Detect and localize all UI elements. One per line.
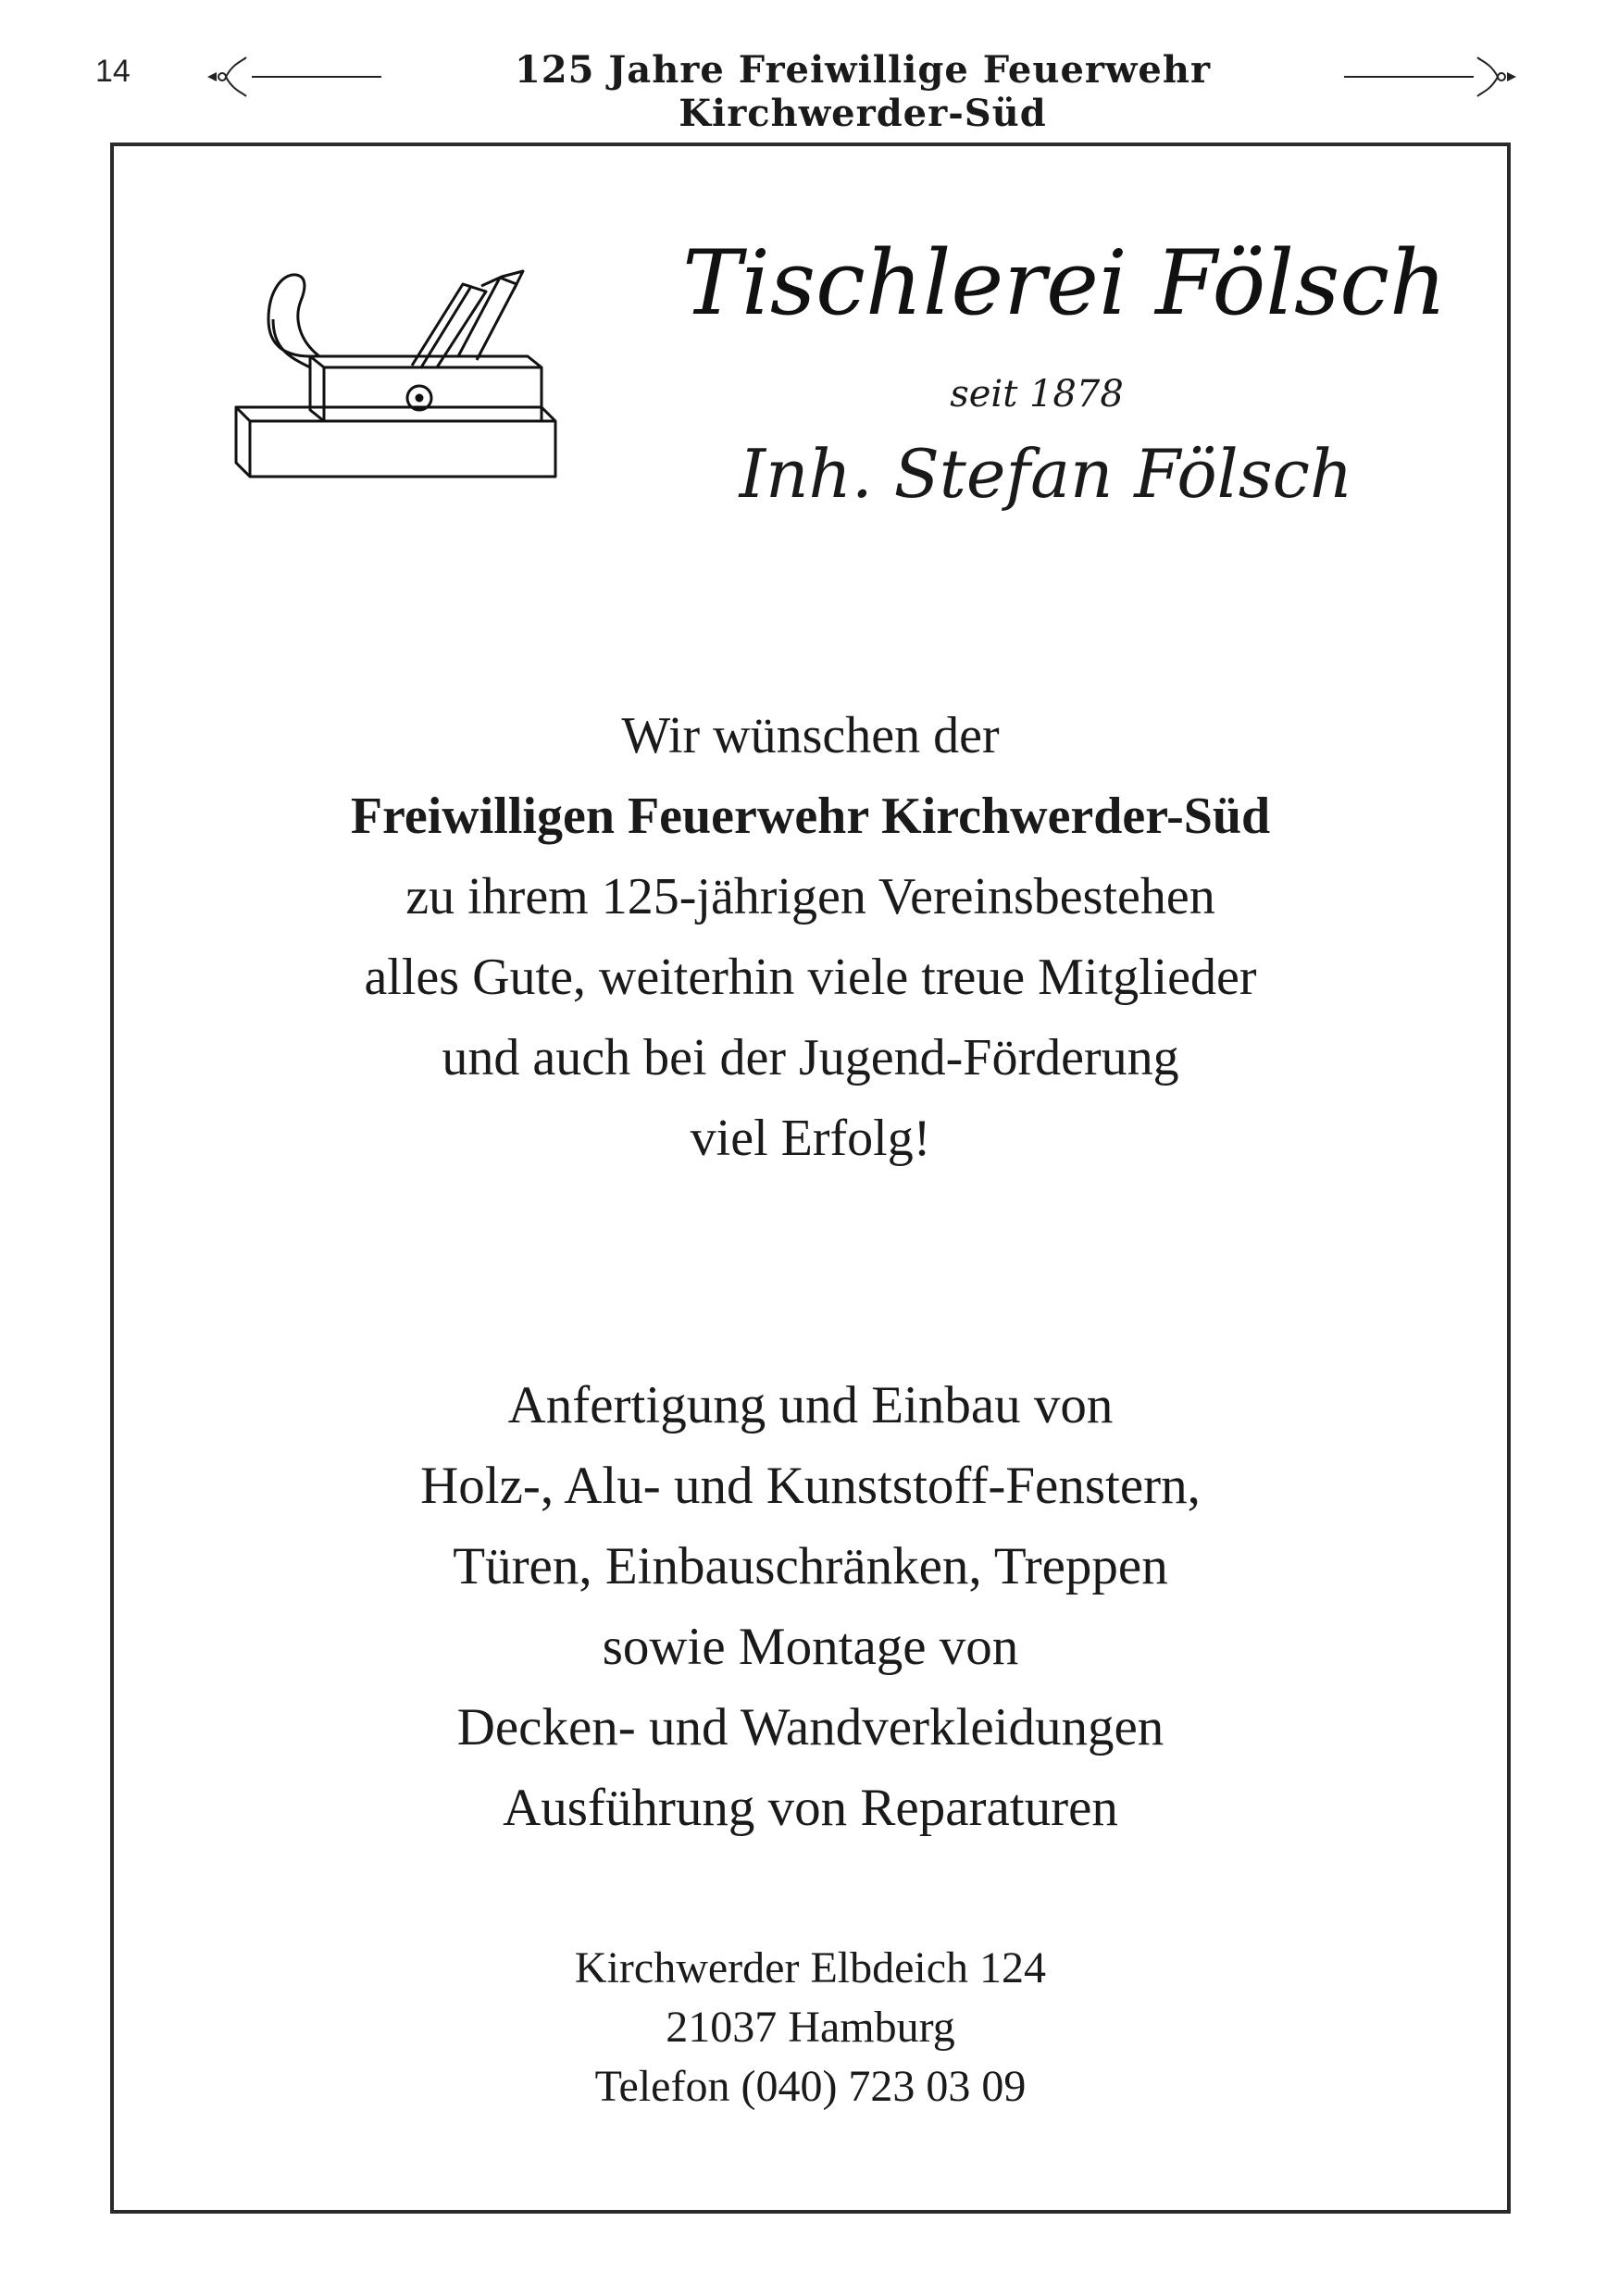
- firm-name: Tischlerei Fölsch: [682, 231, 1447, 335]
- greeting-block: [110, 696, 1511, 1179]
- greeting-line: alles Gute, weiterhin viele treue Mitglieder: [364, 949, 1257, 1006]
- ornament-left-icon: [205, 54, 250, 100]
- address-city: 21037 Hamburg: [666, 2003, 955, 2052]
- service-line: Türen, Einbauschränken, Treppen: [453, 1537, 1168, 1595]
- services-block: [110, 1365, 1511, 1848]
- header-rule-right: [1344, 76, 1474, 78]
- address-phone: Telefon (040) 723 03 09: [594, 2062, 1027, 2111]
- greeting-line-organization: Freiwilligen Feuerwehr Kirchwerder-Süd: [350, 788, 1271, 845]
- greeting-line: und auch bei der Jugend-Förderung: [442, 1029, 1179, 1086]
- firm-owner: Inh. Stefan Fölsch: [739, 435, 1353, 513]
- address-street: Kirchwerder Elbdeich 124: [574, 1943, 1047, 1992]
- firm-since: seit 1878: [950, 373, 1124, 416]
- service-line: Holz-, Alu- und Kunststoff-Fenstern,: [420, 1457, 1201, 1515]
- address-block: [110, 1939, 1511, 2116]
- greeting-line: viel Erfolg!: [690, 1110, 931, 1167]
- service-line: Anfertigung und Einbau von: [507, 1376, 1114, 1434]
- wood-plane-icon: [231, 264, 565, 486]
- service-line: Ausführung von Reparaturen: [503, 1779, 1118, 1837]
- page-number: 14: [95, 54, 131, 89]
- service-line: sowie Montage von: [602, 1618, 1019, 1676]
- service-line: Decken- und Wandverkleidungen: [456, 1698, 1164, 1756]
- running-title: 125 Jahre Freiwillige Feuerwehr Kirchwerder-Süd: [514, 48, 1212, 135]
- greeting-line: Wir wünschen der: [621, 707, 1000, 764]
- ornament-right-icon: [1474, 54, 1518, 100]
- header-rule-left: [252, 76, 381, 78]
- greeting-line: zu ihrem 125-jährigen Vereinsbestehen: [405, 868, 1215, 925]
